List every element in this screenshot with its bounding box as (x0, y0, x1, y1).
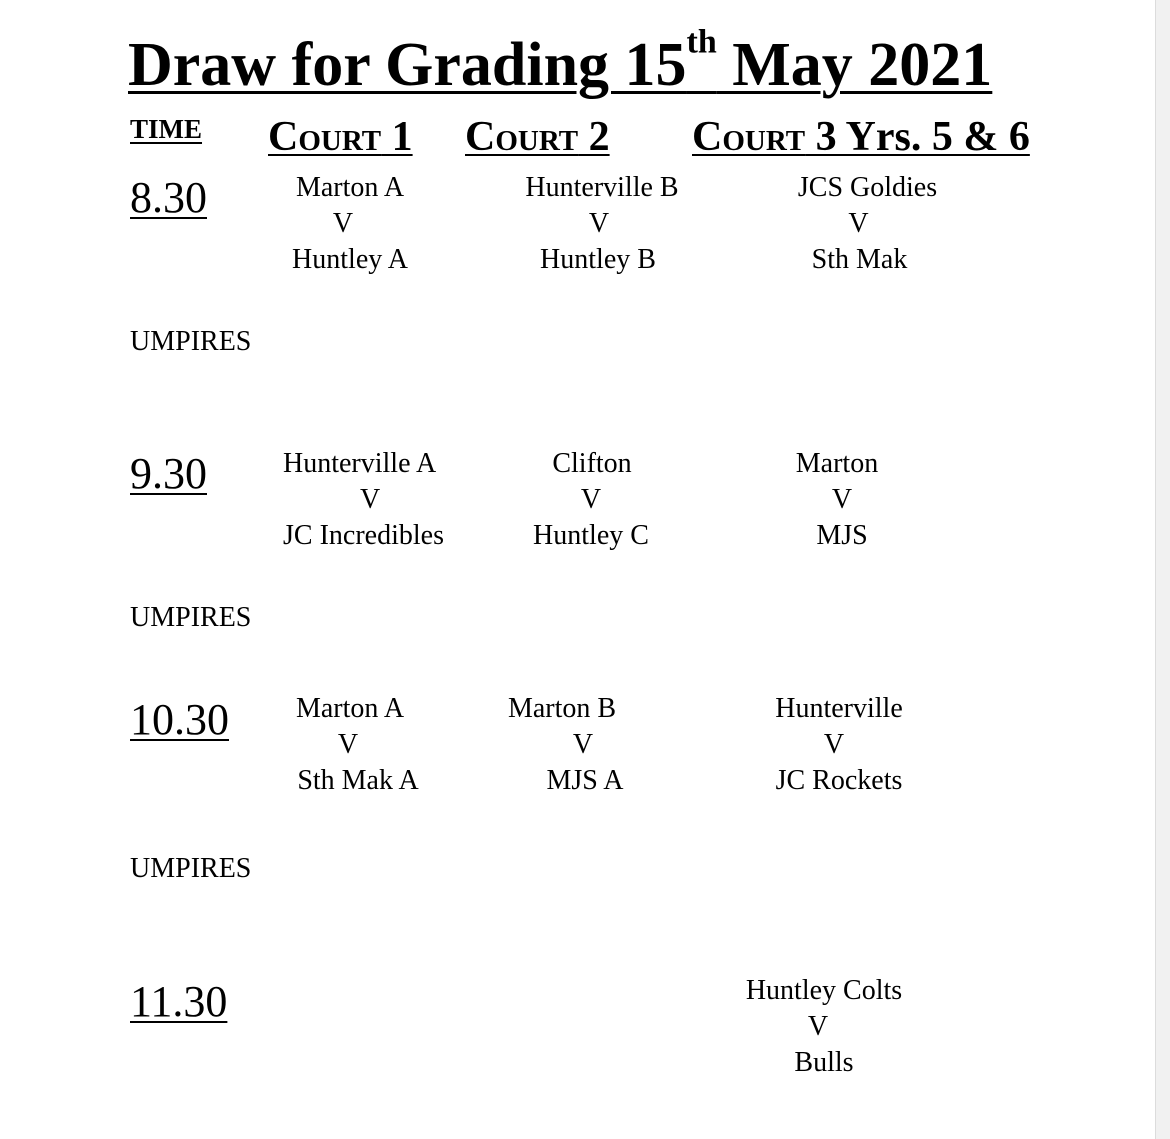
court-1-number: 1 (381, 114, 413, 160)
title-main: Draw for Grading 15 (128, 31, 687, 99)
away-team: JC Incredibles (283, 520, 444, 551)
court-2-label: Court (465, 114, 579, 160)
match-1030-court-3 (768, 691, 910, 799)
time-slot-830: 8.30 (130, 173, 207, 222)
time-column-header: TIME (130, 114, 203, 144)
away-team: MJS (816, 520, 868, 551)
away-team: MJS A (546, 765, 624, 796)
match-830-court-2 (518, 170, 686, 278)
match-830-court-1 (283, 170, 417, 278)
umpires-label-830: UMPIRES (130, 326, 252, 357)
versus: V (588, 208, 610, 239)
court-2-header (465, 116, 610, 158)
home-team: Marton (795, 448, 879, 479)
home-team: Hunterville (775, 693, 903, 724)
away-team: Sth Mak (811, 244, 908, 275)
versus: V (831, 484, 853, 515)
umpires-label-1030: UMPIRES (130, 853, 252, 884)
time-slot-930: 9.30 (130, 449, 207, 498)
versus: V (337, 729, 359, 760)
versus: V (823, 729, 845, 760)
court-3-header (692, 116, 1030, 158)
away-team: Huntley A (292, 244, 408, 275)
court-3-label: Court (692, 114, 806, 160)
home-team: JCS Goldies (797, 172, 938, 203)
away-team: Huntley B (540, 244, 656, 275)
home-team: Marton B (507, 693, 617, 724)
home-team: Marton A (295, 693, 405, 724)
match-1130-court-3 (738, 973, 910, 1081)
versus: V (807, 1011, 829, 1042)
title-rest: May 2021 (716, 31, 993, 99)
court-3-number: 3 Yrs. 5 & 6 (805, 114, 1030, 160)
home-team: Hunterville B (525, 172, 679, 203)
versus: V (360, 484, 381, 515)
versus: V (848, 208, 869, 239)
match-1030-court-2 (503, 691, 627, 799)
time-slot-1130: 11.30 (130, 977, 228, 1026)
court-1-label: Court (268, 114, 382, 160)
match-930-court-2 (526, 446, 656, 554)
match-930-court-1 (283, 446, 461, 554)
match-930-court-3 (790, 446, 894, 554)
away-team: JC Rockets (775, 765, 903, 796)
versus: V (332, 208, 354, 239)
page-edge-scrollbar (1155, 0, 1170, 1139)
home-team: Huntley Colts (745, 975, 903, 1006)
umpires-label-930: UMPIRES (130, 602, 252, 633)
match-830-court-3 (790, 170, 945, 278)
versus: V (572, 729, 594, 760)
away-team: Sth Mak A (297, 765, 419, 796)
court-1-header (268, 116, 413, 158)
away-team: Bulls (794, 1047, 854, 1078)
court-2-number: 2 (578, 114, 610, 160)
time-slot-1030: 10.30 (130, 695, 229, 744)
title-superscript: th (686, 23, 717, 61)
away-team: Huntley C (533, 520, 649, 551)
home-team: Clifton (552, 448, 632, 479)
home-team: Hunterville A (283, 448, 437, 479)
match-1030-court-1 (290, 691, 426, 799)
page-title (128, 23, 993, 99)
home-team: Marton A (295, 172, 405, 203)
versus: V (580, 484, 602, 515)
